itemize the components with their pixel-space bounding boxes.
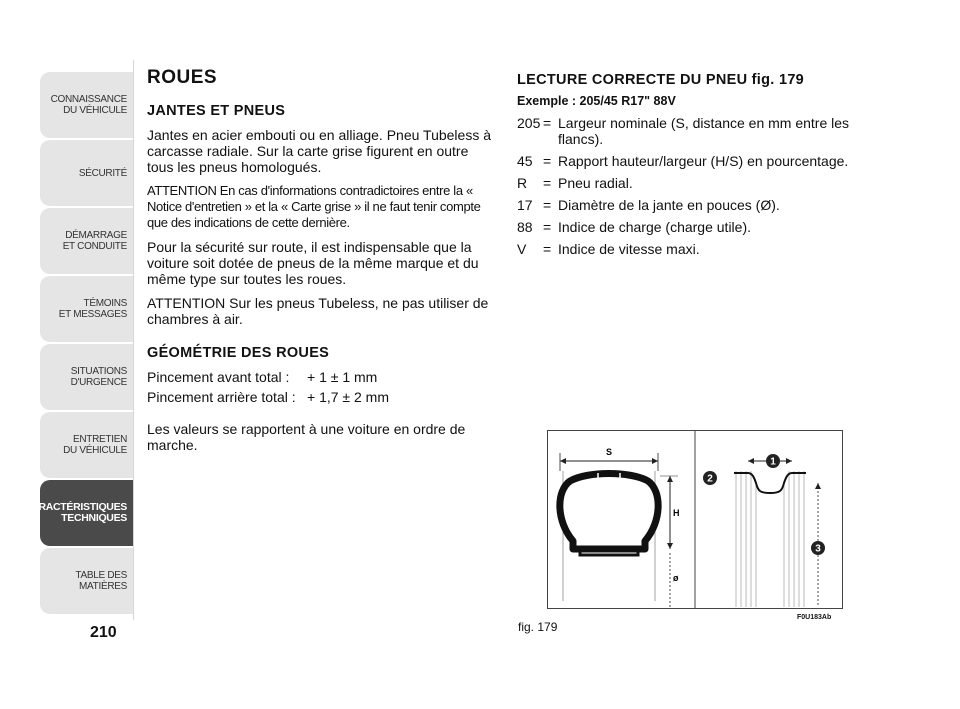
page-title: ROUES [147, 67, 218, 88]
def-value: Diamètre de la jante en pouces (Ø). [558, 197, 780, 213]
def-key: V [517, 241, 527, 257]
callout-1 [766, 454, 780, 468]
tab-label: DÉMARRAGE ET CONDUITE [62, 230, 127, 252]
definition-row [517, 153, 862, 169]
def-key: 88 [517, 219, 533, 235]
geo-value: + 1 ± 1 mm [307, 369, 378, 385]
right-column [517, 72, 862, 263]
callout-3 [811, 541, 825, 555]
figure-code: F0U183Ab [797, 614, 832, 621]
label-s: S [606, 447, 613, 457]
definition-row [517, 219, 862, 235]
callout-2 [703, 471, 717, 485]
def-key: 45 [517, 153, 533, 169]
tab-securite[interactable] [40, 140, 133, 206]
section-title-lecture-pneu: LECTURE CORRECTE DU PNEU fig. 179 [517, 72, 805, 88]
left-column [147, 67, 497, 461]
tab-label: CARACTÉRISTIQUES TECHNIQUES [23, 501, 127, 524]
def-equals: = [543, 241, 552, 257]
tab-temoins-messages[interactable] [40, 276, 133, 342]
figure-caption: fig. 179 [518, 620, 558, 634]
tab-caracteristiques-techniques[interactable] [23, 480, 133, 546]
paragraph-jantes: Jantes en acier embouti ou en alliage. Pneu Tubeless à carcasse radiale. Sur la carte grise figurent en outre tous les pneus homologués. [147, 127, 492, 175]
def-value: Rapport hauteur/largeur (H/S) en pourcentage. [558, 153, 849, 169]
def-key: 205 [517, 115, 541, 131]
rim-detail [734, 458, 821, 607]
tab-demarrage-conduite[interactable] [40, 208, 133, 274]
def-value: Indice de vitesse maxi. [558, 241, 700, 257]
height-arrow-bottom [667, 543, 673, 549]
sidebar-divider [133, 60, 134, 620]
tab-situations-urgence[interactable] [40, 344, 133, 410]
tab-table-matieres[interactable] [40, 548, 133, 614]
page-number: 210 [90, 624, 117, 641]
geo-row-arriere [147, 389, 497, 405]
tab-label: CONNAISSANCE DU VÉHICULE [50, 94, 127, 116]
tire-figure [547, 430, 843, 609]
callout-2-label: 2 [707, 473, 713, 485]
def-value: Largeur nominale (S, distance en mm entre les flancs). [558, 115, 850, 147]
def-equals: = [543, 115, 552, 131]
def-equals: = [543, 153, 552, 169]
def-key: 17 [517, 197, 533, 213]
tire-diagram [548, 431, 842, 608]
tab-connaissance-vehicule[interactable] [40, 72, 133, 138]
callout-1-label: 1 [770, 456, 776, 468]
definition-row [517, 241, 862, 257]
tab-label: ENTRETIEN DU VÉHICULE [63, 434, 127, 456]
geo-value: + 1,7 ± 2 mm [307, 389, 389, 405]
tab-label: TÉMOINS ET MESSAGES [58, 298, 127, 320]
paragraph-attention-carte-grise: ATTENTION En cas d'informations contradictoires entre la « Notice d'entretien » et la « Carte grise » il ne faut tenir compte que des indications de cette dernière. [147, 183, 481, 230]
def-value: Pneu radial. [558, 175, 633, 191]
paragraph-attention-tubeless: ATTENTION Sur les pneus Tubeless, ne pas utiliser de chambres à air. [147, 295, 489, 327]
tire-example: Exemple : 205/45 R17" 88V [517, 94, 676, 108]
geo-label: Pincement arrière total : [147, 389, 296, 405]
paragraph-valeurs: Les valeurs se rapportent à une voiture en ordre de marche. [147, 421, 466, 453]
def-key: R [517, 175, 528, 191]
tab-label: TABLE DES MATIÈRES [75, 570, 127, 592]
tab-entretien-vehicule[interactable] [40, 412, 133, 478]
width-arrow-left [560, 458, 566, 464]
definition-row [517, 197, 862, 213]
def-equals: = [543, 175, 552, 191]
width-arrow-right [652, 458, 658, 464]
definition-row [517, 175, 862, 191]
section-title-geometrie: GÉOMÉTRIE DES ROUES [147, 345, 330, 361]
def-equals: = [543, 219, 552, 235]
tire-cross-section [560, 474, 658, 550]
def-equals: = [543, 197, 552, 213]
tab-label: SÉCURITÉ [78, 167, 127, 179]
paragraph-securite: Pour la sécurité sur route, il est indispensable que la voiture soit dotée de pneus de la même marque et du même type sur toutes les roues. [147, 239, 479, 287]
section-title-jantes: JANTES ET PNEUS [147, 103, 286, 119]
tab-label: SITUATIONS D'URGENCE [70, 366, 127, 388]
definition-row [517, 115, 862, 147]
height-arrow-top [667, 476, 673, 482]
geo-label: Pincement avant total : [147, 369, 290, 385]
label-h: H [673, 508, 680, 518]
label-diameter: ø [673, 573, 679, 583]
geo-row-avant [147, 369, 497, 385]
callout-3-label: 3 [815, 543, 821, 555]
def-value: Indice de charge (charge utile). [558, 219, 751, 235]
